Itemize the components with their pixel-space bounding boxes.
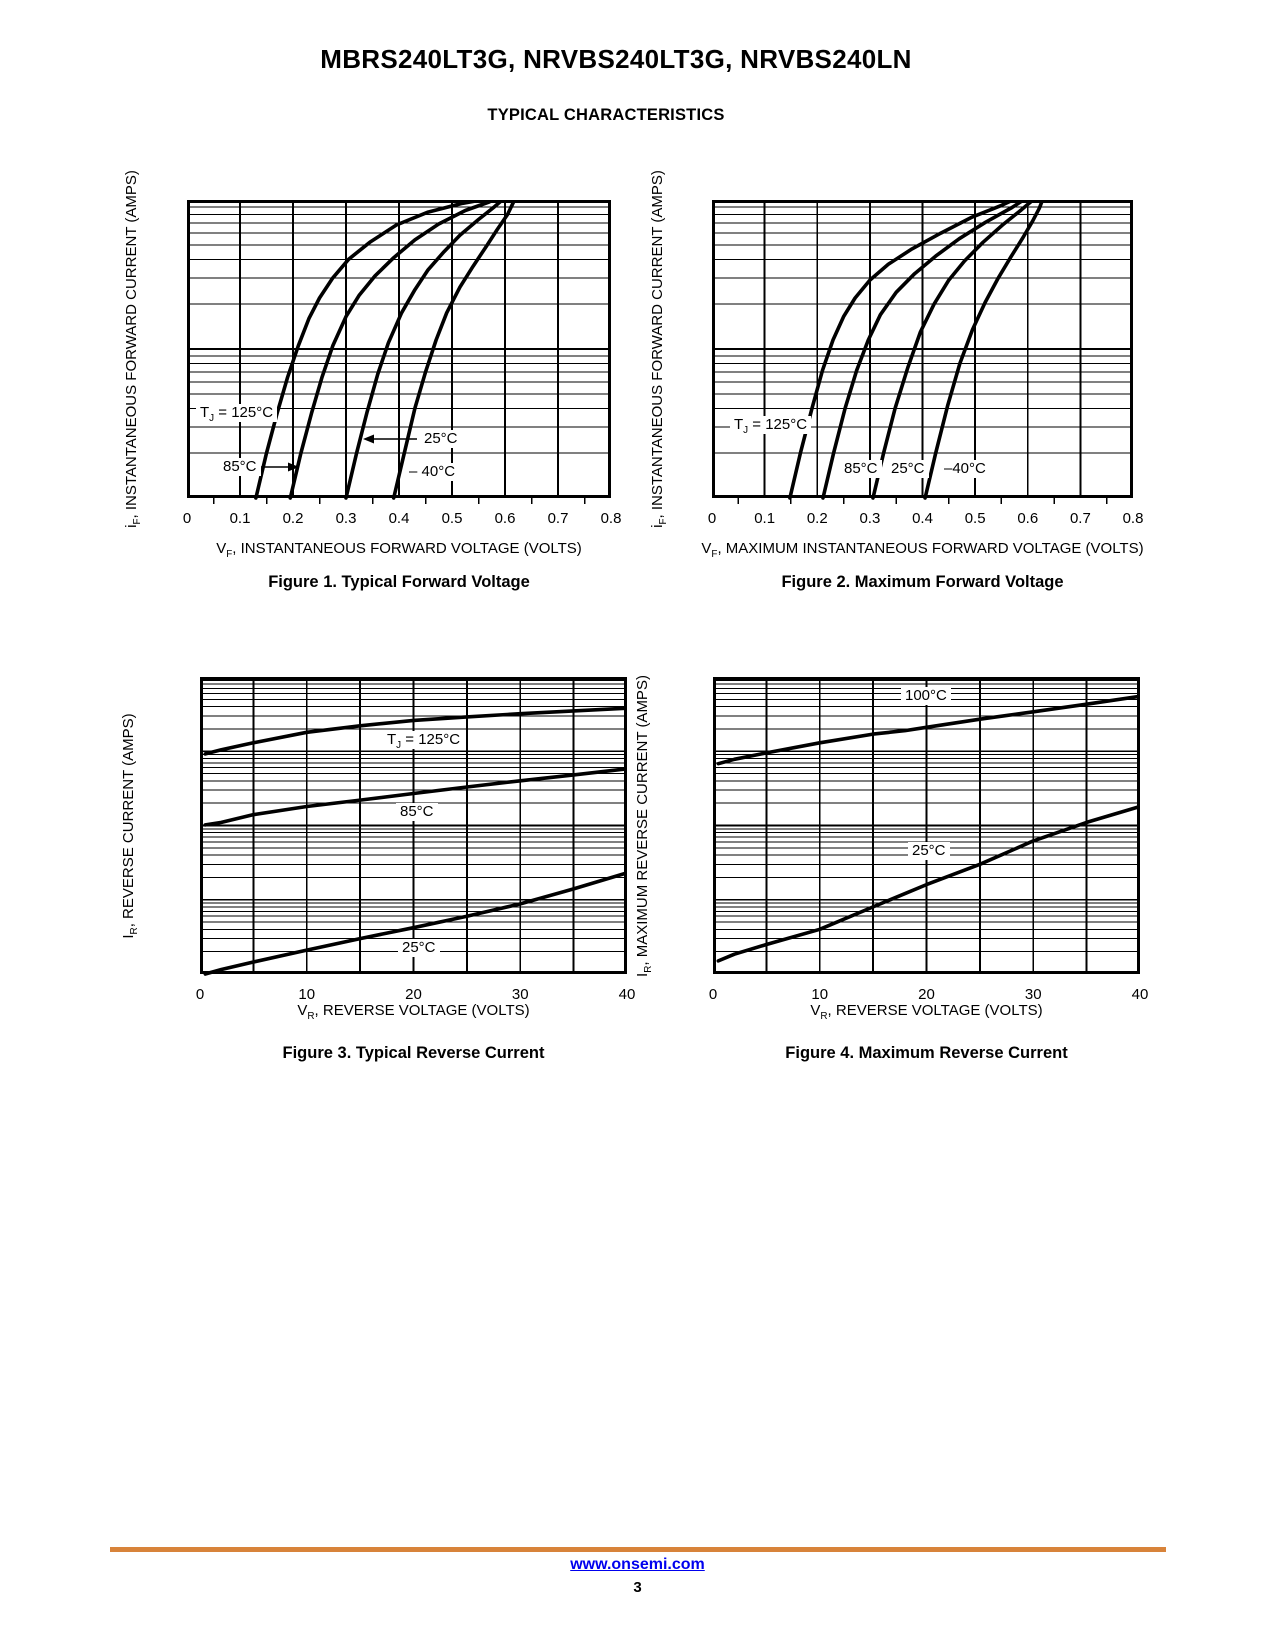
x-tick-label: 0.3: [335, 510, 357, 527]
footer-link-row: [0, 1556, 1275, 1574]
axis-minor-ticks: [738, 498, 1106, 504]
x-tick-label: 30: [1024, 986, 1042, 1003]
axis-minor-ticks: [214, 498, 585, 504]
x-tick-label: 0.8: [1122, 510, 1144, 527]
curve-label: 25°C: [398, 939, 440, 957]
x-tick-label: 0.3: [859, 510, 881, 527]
x-tick-label: 0.1: [754, 510, 776, 527]
y-axis-title: $I_R$, REVERSE CURRENT (AMPS): [120, 712, 140, 939]
x-tick-label: 0.2: [282, 510, 304, 527]
y-axis-title: $I_R$, MAXIMUM REVERSE CURRENT (AMPS): [634, 674, 654, 977]
curve-label: 85°C: [840, 460, 882, 478]
x-axis-title: $V_R$, REVERSE VOLTAGE (VOLTS): [810, 1002, 1043, 1022]
x-tick-label: 0.2: [806, 510, 828, 527]
x-tick-label: 0.5: [964, 510, 986, 527]
figure-caption: Figure 3. Typical Reverse Current: [282, 1044, 545, 1062]
x-axis-title: $V_F$, MAXIMUM INSTANTANEOUS FORWARD VOLTAGE (VOLTS): [701, 540, 1144, 560]
x-tick-label: 0.7: [1069, 510, 1091, 527]
curve-label: $T_J = 125^\circ C$: [730, 416, 811, 434]
figure-3-plot: [200, 677, 627, 982]
figure-caption: Figure 2. Maximum Forward Voltage: [781, 573, 1064, 591]
x-tick-label: 10: [298, 986, 316, 1003]
x-tick-label: 40: [618, 986, 636, 1003]
curve-label: $T_J = 125^\circ C$: [196, 404, 277, 422]
x-tick-label: 10: [811, 986, 829, 1003]
x-tick-label: 0.6: [1017, 510, 1039, 527]
section-heading: TYPICAL CHARACTERISTICS: [487, 106, 725, 124]
x-axis-title: $V_R$, REVERSE VOLTAGE (VOLTS): [297, 1002, 530, 1022]
x-tick-label: 40: [1131, 986, 1149, 1003]
page-title: MBRS240LT3G, NRVBS240LT3G, NRVBS240LN: [320, 44, 912, 74]
footer-divider: [110, 1547, 1166, 1552]
curve-label: 25°C: [908, 842, 950, 860]
x-tick-label: 20: [918, 986, 935, 1003]
curve-label: –40°C: [940, 460, 990, 478]
page-number: 3: [633, 1579, 642, 1596]
x-tick-label: 0.4: [912, 510, 933, 527]
figure-caption: Figure 1. Typical Forward Voltage: [268, 573, 530, 591]
curve-label: 85°C: [219, 458, 261, 476]
y-axis-title: $i_F$, INSTANTANEOUS FORWARD CURRENT (AMPS): [123, 170, 143, 528]
figure-caption: Figure 4. Maximum Reverse Current: [785, 1044, 1068, 1062]
figure-4-plot: [713, 677, 1140, 982]
x-tick-label: 0.5: [441, 510, 463, 527]
x-tick-label: 0: [707, 510, 717, 527]
x-tick-label: 30: [511, 986, 529, 1003]
x-tick-label: 0: [195, 986, 205, 1003]
curve-label: 85°C: [396, 803, 438, 821]
curve-label: – 40°C: [405, 463, 459, 481]
x-tick-label: 0.7: [547, 510, 569, 527]
curve-label: 100°C: [901, 687, 951, 705]
series-curve-25c: [205, 873, 627, 974]
x-tick-label: 0.4: [388, 510, 410, 527]
x-tick-label: 20: [405, 986, 422, 1003]
x-axis-title: $V_F$, INSTANTANEOUS FORWARD VOLTAGE (VOLTS): [216, 540, 582, 560]
onsemi-link[interactable]: www.onsemi.com: [570, 1556, 705, 1573]
series-curve-25c: [718, 807, 1140, 961]
callout-arrowhead-icon: [363, 435, 374, 444]
x-tick-label: 0: [182, 510, 192, 527]
x-tick-label: 0.8: [600, 510, 622, 527]
x-tick-label: 0.6: [494, 510, 516, 527]
x-tick-label: 0.1: [229, 510, 251, 527]
curve-label: 25°C: [887, 460, 929, 478]
curve-label: $T_J = 125^\circ C$: [383, 731, 464, 749]
x-tick-label: 0: [708, 986, 718, 1003]
curve-label: 25°C: [420, 430, 462, 448]
y-axis-title: $i_F$, INSTANTANEOUS FORWARD CURRENT (AMPS): [649, 170, 669, 528]
